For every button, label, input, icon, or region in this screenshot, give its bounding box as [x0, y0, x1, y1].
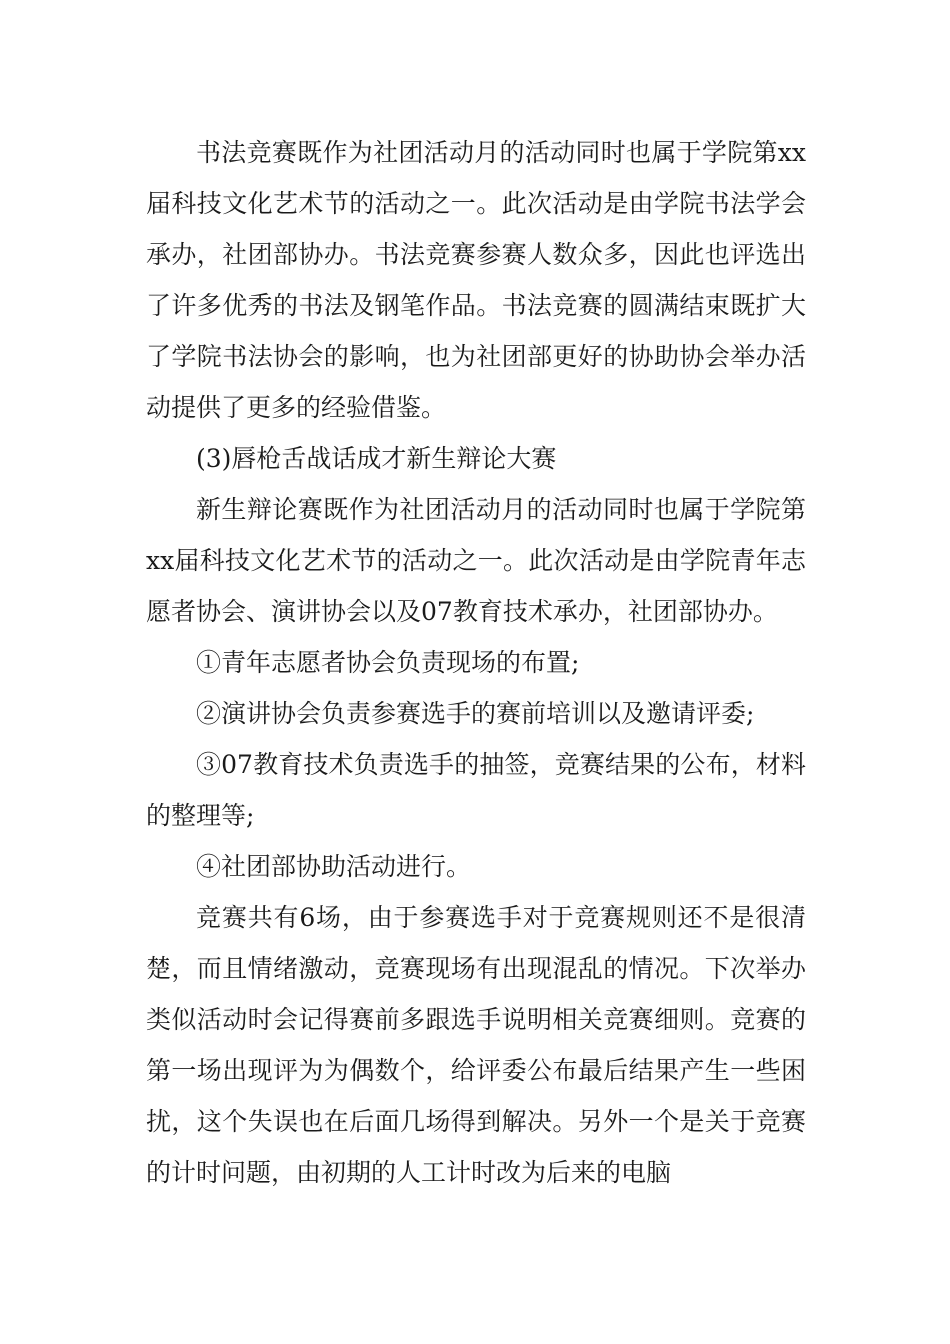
document-body [146, 127, 806, 1198]
list-item-volunteers: ①青年志愿者协会负责现场的布置; [196, 648, 580, 677]
list-item-club-department: ④社团部协助活动进行。 [196, 852, 472, 881]
paragraph-debate-intro: 新生辩论赛既作为社团活动月的活动同时也属于学院第xx届科技文化艺术节的活动之一。此次活动是由学院青年志愿者协会、演讲协会以及07教育技术承办，社团部协办。 [146, 495, 806, 626]
list-item-education-tech: ③07教育技术负责选手的抽签，竞赛结果的公布，材料的整理等; [146, 750, 806, 830]
paragraph-calligraphy-summary: 书法竞赛既作为社团活动月的活动同时也属于学院第xx届科技文化艺术节的活动之一。此次活动是由学院书法学会承办，社团部协办。书法竞赛参赛人数众多，因此也评选出了许多优秀的书法及钢笔作品。书法竞赛的圆满结束既扩大了学院书法协会的影响，也为社团部更好的协助协会举办活动提供了更多的经验借鉴。 [146, 138, 806, 422]
list-item-speech-association: ②演讲协会负责参赛选手的赛前培训以及邀请评委; [196, 699, 755, 728]
paragraph-competition-review: 竞赛共有6场，由于参赛选手对于竞赛规则还不是很清楚，而且情绪激动，竞赛现场有出现混乱的情况。下次举办类似活动时会记得赛前多跟选手说明相关竞赛细则。竞赛的第一场出现评为为偶数个，给评委公布最后结果产生一些困扰，这个失误也在后面几场得到解决。另外一个是关于竞赛的计时问题，由初期的人工计时改为后来的电脑 [146, 903, 806, 1187]
section-heading-debate: (3)唇枪舌战话成才新生辩论大赛 [196, 444, 557, 473]
